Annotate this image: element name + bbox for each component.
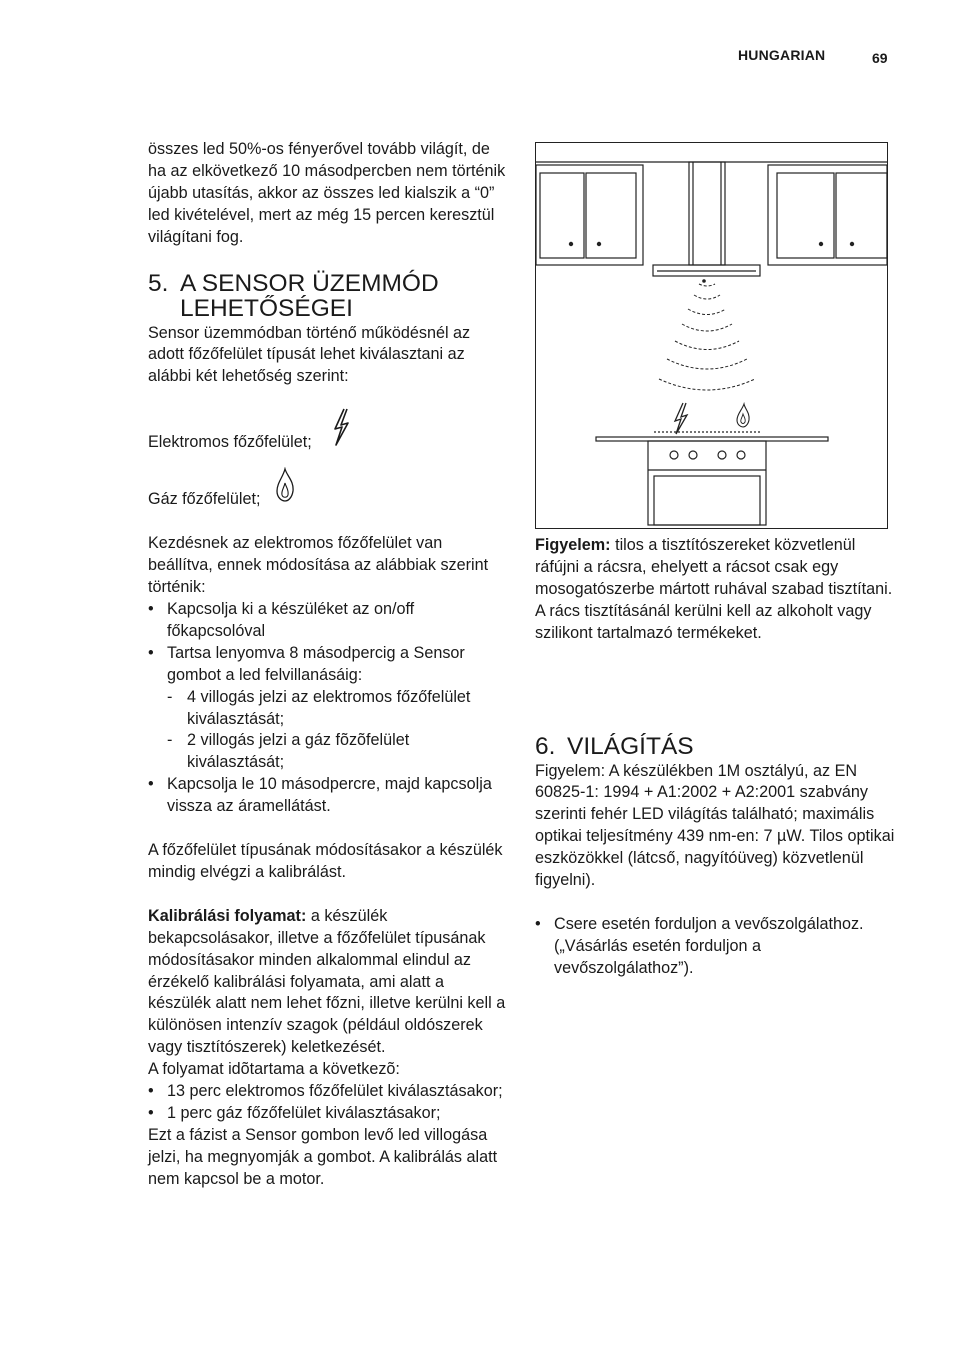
intro-paragraph: összes led 50%-os fényerővel tovább világít, de ha az elkövetkező 10 másodpercben nem történik újabb utasítás, akkor az összes led kialszik a “0” led kivételével, mert az még 15 percen keresztül világítani fog. <box>148 140 506 246</box>
cleaning-warning <box>535 535 895 645</box>
section-5-heading <box>148 271 508 321</box>
warning-text: tilos a tisztítószereket közvetlenül ráfújni a rácsra, ehelyett a rácsot csak egy mosogatószerbe mártott ruhával szabad tisztítani. A rács tisztításánál kerülni kell az alkoholt vagy szilikont tartalmazó termékeket. <box>535 536 893 642</box>
durations-list <box>148 1081 508 1125</box>
gas-option <box>148 467 508 511</box>
list-item: • 13 perc elektromos főzőfelület kiválasztásakor; <box>148 1081 508 1103</box>
list-item: • Kapcsolja ki a készüléket az on/off főkapcsolóval <box>148 599 508 643</box>
hood-diagram <box>535 142 888 529</box>
left-column <box>148 139 508 1191</box>
right-column <box>535 535 895 980</box>
section-5-title-line2: LEHETŐSÉGEI <box>180 294 353 322</box>
section-6-title: VILÁGÍTÁS <box>567 732 694 760</box>
list-item: • 1 perc gáz főzőfelület kiválasztásakor; <box>148 1103 508 1125</box>
page-number: 69 <box>872 50 888 66</box>
list-item-text: Tartsa lenyomva 8 másodpercig a Sensor gombot a led felvillanásáig: <box>167 643 465 684</box>
electric-option <box>148 410 508 454</box>
calibration-note: A főzőfelület típusának módosításakor a készülék mindig elvégzi a kalibrálást. <box>148 841 503 881</box>
list-item: - 4 villogás jelzi az elektromos főzőfelület kiválasztását; <box>148 687 508 731</box>
closing-paragraph: Ezt a fázist a Sensor gombon levő led villogása jelzi, ha megnyomják a gombot. A kalibrálás alatt nem kapcsol be a motor. <box>148 1125 498 1188</box>
section-5-title <box>180 271 439 321</box>
section-6-list <box>535 914 895 980</box>
steps-list <box>148 599 508 818</box>
list-item: • Kapcsolja le 10 másodpercre, majd kapcsolja vissza az áramellátást. <box>148 774 508 818</box>
duration-intro: A folyamat idõtartama a következõ: <box>148 1060 400 1079</box>
hood-diagram-svg <box>536 143 887 528</box>
flame-icon <box>274 467 296 503</box>
electric-label: Elektromos főzőfelület; <box>148 433 312 452</box>
section-5-title-line1: A SENSOR ÜZEMMÓD <box>180 269 439 297</box>
section-6-heading <box>535 734 895 759</box>
header-language: HUNGARIAN <box>738 47 826 63</box>
section-6-number: 6. <box>535 732 556 760</box>
list-item: • Csere esetén forduljon a vevőszolgálathoz. („Vásárlás esetén forduljon a vevőszolgálathoz”). <box>535 914 895 980</box>
warning-label: Figyelem: <box>535 536 611 554</box>
section-5-number: 5. <box>148 269 169 297</box>
gas-label: Gáz főzőfelület; <box>148 490 261 509</box>
calibration-text: a készülék bekapcsolásakor, illetve a főzőfelület típusának módosításakor minden alkalommal elindul az érzékelő kalibrálási folyamata, ami alatt a készülék alatt nem lehet főzni, illetve kerülni kell a különösen intenzív szagok (például oldószerek vagy tisztítószerek) keletkezését. <box>148 906 506 1057</box>
substeps-list <box>148 687 508 775</box>
list-item: - 2 villogás jelzi a gáz fõzõfelület kiválasztását; <box>148 730 508 774</box>
list-item <box>148 643 508 774</box>
calibration-paragraph <box>148 906 508 1059</box>
section-5-intro: Sensor üzemmódban történő működésnél az adott főzőfelület típusát lehet kiválasztani az alábbi két lehetőség szerint: <box>148 323 471 386</box>
lightning-icon <box>331 408 351 446</box>
calibration-label: Kalibrálási folyamat: <box>148 906 307 925</box>
section-6-text: Figyelem: A készülékben 1M osztályú, az EN 60825-1: 1994 + A1:2002 + A2:2001 szabvány szerinti fehér LED világítás található; maximális optikai teljesítmény 439 nm-en: 7 µW. Tilos optikai eszközökkel (látcső, nagyítóüveg) közvetlenül figyelni). <box>535 761 895 890</box>
default-setting-text: Kezdésnek az elektromos főzőfelület van beállítva, ennek módosítása az alábbiak szerint történik: <box>148 534 489 597</box>
